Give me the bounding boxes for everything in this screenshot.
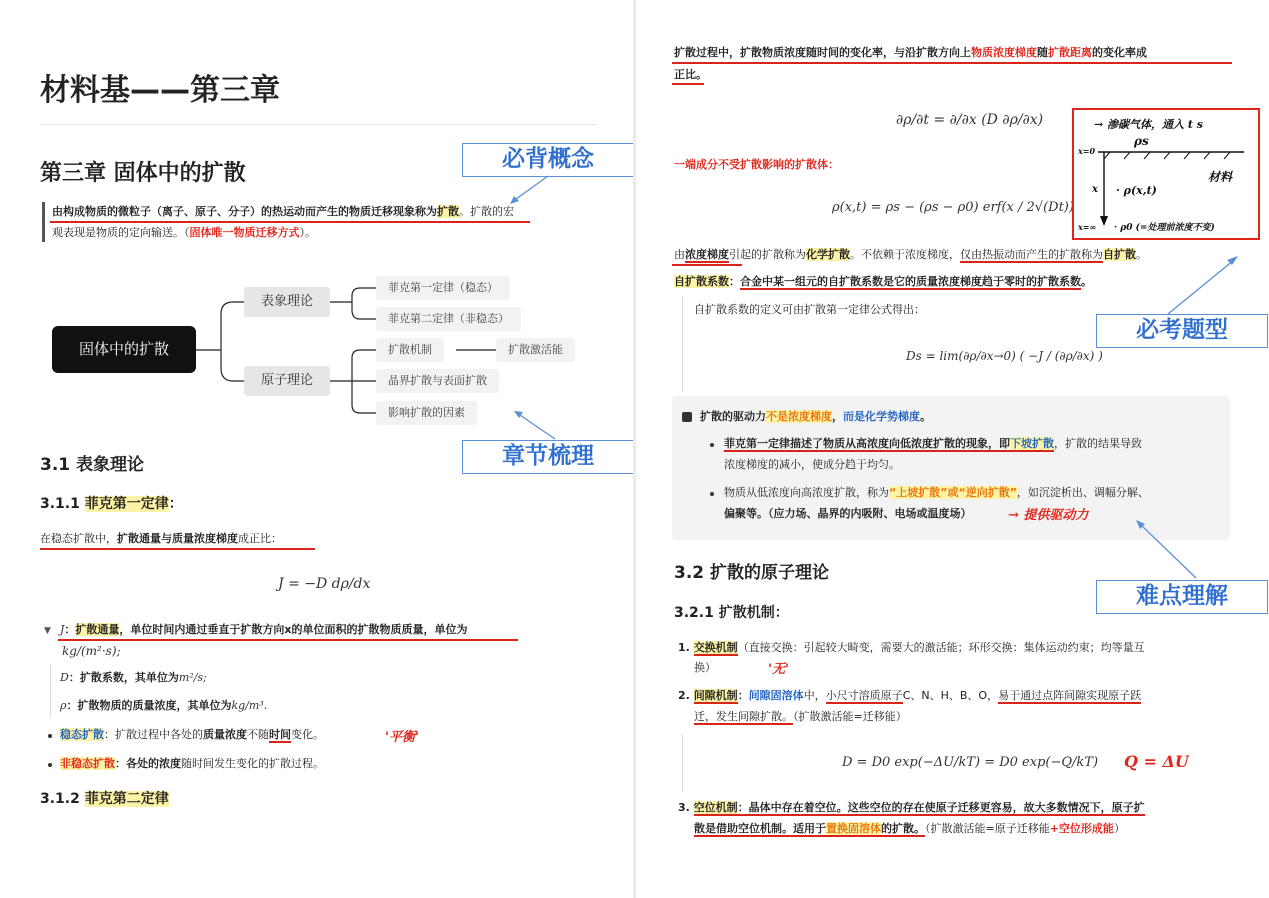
mechanism-2-text: 中， bbox=[803, 689, 826, 702]
sketch-note-1: → 渗碳气体，通入 t s bbox=[1094, 118, 1203, 131]
mindmap-branch-phenomenological: 表象理论 bbox=[244, 287, 330, 317]
intro-line-1 bbox=[52, 204, 514, 220]
def-rho bbox=[60, 698, 267, 714]
term-uphill: “上坡扩散”或“逆向扩散” bbox=[889, 486, 1017, 499]
semi-infinite-label: 一端成分不受扩散影响的扩散体： bbox=[674, 158, 839, 171]
fick1-formula: J = −D dρ/dx bbox=[278, 576, 371, 592]
bullet bbox=[48, 734, 52, 738]
mindmap-leaf-activation: 扩散激活能 bbox=[496, 338, 575, 362]
fick2-text-3: 的变化率成 bbox=[1092, 46, 1147, 59]
fick2-text: 扩散过程中，扩散物质浓度随时间的变化率，与沿扩散方向上 bbox=[674, 46, 971, 59]
steady-text-3: 变化。 bbox=[291, 728, 324, 741]
section-name: 菲克第二定律 bbox=[84, 791, 169, 807]
uphill-line-1 bbox=[724, 485, 1149, 501]
mechanism-2-text-4: （扩散激活能=迁移能） bbox=[793, 710, 907, 723]
callout-arrow-2 bbox=[505, 405, 565, 445]
fick2-formula: ∂ρ/∂t = ∂/∂x (D ∂ρ/∂x) bbox=[896, 112, 1044, 128]
mindmap-leaf-fick2: 菲克第二定律（非稳态） bbox=[376, 307, 521, 331]
def-D bbox=[60, 670, 207, 686]
downhill-text: 菲克第一定律描述了物质从高浓度向低浓度扩散的现象，即 bbox=[724, 437, 1010, 450]
self-diffusion-coefficient bbox=[674, 274, 1092, 290]
chem-text-3: 。不依赖于浓度梯度， bbox=[850, 248, 960, 261]
mechanism-3-line-1 bbox=[678, 800, 1145, 816]
mechanism-2-underline: 小尺寸溶质原子 bbox=[825, 689, 903, 702]
section-number: 3.1.1 bbox=[40, 496, 85, 512]
chem-text-4: 。 bbox=[1136, 248, 1147, 261]
term-exchange: 交换机制 bbox=[693, 641, 738, 654]
right-page bbox=[636, 0, 1269, 898]
mechanism-3-text-4: （扩散激活能=原子迁移能 bbox=[925, 822, 1050, 835]
def-J-desc: ，单位时间内通过垂直于扩散方向x的单位面积的扩散物质质量，单位为 bbox=[119, 623, 468, 636]
term-vacancy: 空位机制 bbox=[693, 801, 738, 814]
downhill-line-1 bbox=[724, 436, 1142, 452]
sketch-note-8: · ρ0 (=处理前浓度不变) bbox=[1114, 223, 1215, 233]
handwritten-sketch bbox=[1072, 108, 1260, 240]
handwritten-note-driving-force: → 提供驱动力 bbox=[1008, 508, 1089, 523]
mechanism-3-text-3: 的扩散。 bbox=[881, 822, 925, 835]
mechanism-2-underline-2: 易于通过点阵间隙实现原子跃 bbox=[998, 689, 1142, 702]
document-title: 材料基——第三章 bbox=[40, 73, 280, 108]
uphill-text-2: ，如沉淀析出、调幅分解、 bbox=[1016, 486, 1149, 499]
intro-term: 扩散 bbox=[437, 205, 459, 218]
steady-bold: 质量浓度 bbox=[203, 728, 247, 741]
indent-guide bbox=[50, 664, 51, 718]
uphill-text: 物质从低浓度向高浓度扩散，称为 bbox=[724, 486, 889, 499]
mindmap-leaf-boundary: 晶界扩散与表面扩散 bbox=[376, 369, 499, 393]
def-D-unit: m²/s; bbox=[178, 671, 207, 684]
term-interstitial-solution: 间隙固溶体 bbox=[748, 689, 804, 702]
intro-text: 由构成物质的微粒子（离子、原子、分子）的热运动而产生的物质迁移现象称为 bbox=[52, 205, 437, 218]
chemical-diffusion bbox=[674, 247, 1147, 263]
def-D-desc: ：扩散系数，其单位为 bbox=[68, 671, 179, 684]
term-substitutional: 置换固溶体 bbox=[826, 822, 881, 835]
callout-difficult-points: 难点理解 bbox=[1096, 580, 1268, 614]
section-3-1: 3.1 表象理论 bbox=[40, 455, 145, 475]
intro-line-2 bbox=[52, 225, 316, 241]
box-blue: 而是化学势梯度 bbox=[843, 410, 920, 423]
downhill-text-2: ，扩散的结果导致 bbox=[1054, 437, 1142, 450]
self-coef-end: 。 bbox=[1081, 275, 1092, 288]
chem-underline: 仅由热振动而产生的扩散称为 bbox=[960, 248, 1103, 261]
mindmap-leaf-factors: 影响扩散的因素 bbox=[376, 401, 477, 425]
section-number: 3.1.2 bbox=[40, 791, 85, 807]
def-rho-desc: ：扩散物质的质量浓度，其单位为 bbox=[66, 699, 232, 712]
square-bullet bbox=[682, 412, 692, 422]
term-self-diffusion: 自扩散 bbox=[1103, 248, 1136, 261]
unsteady-bold: 浓度 bbox=[159, 757, 181, 770]
list-number: 2. bbox=[678, 689, 690, 702]
mechanism-2-colon: ： bbox=[737, 689, 749, 702]
list-number: 3. bbox=[678, 801, 690, 814]
mechanism-1-line-1 bbox=[678, 640, 1145, 656]
callout-arrow-1 bbox=[500, 172, 560, 212]
annotation-underline bbox=[58, 639, 518, 641]
mechanism-3-red: +空位形成能 bbox=[1049, 822, 1114, 835]
mechanism-2-line-1 bbox=[678, 688, 1141, 704]
box-comma: ， bbox=[832, 410, 843, 423]
fick2-text-2: 随 bbox=[1037, 46, 1048, 59]
steady-bold-2: 时间 bbox=[269, 728, 291, 741]
symbol-rho: ρ bbox=[60, 699, 67, 712]
mechanism-3-text-5: ） bbox=[1113, 822, 1125, 835]
arrhenius-formula: D = D0 exp(−ΔU/kT) = D0 exp(−Q/kT) bbox=[842, 755, 1099, 770]
fick2-red-2: 扩散距离 bbox=[1048, 46, 1092, 59]
mechanism-3-line-2 bbox=[694, 821, 1125, 837]
indent-guide bbox=[682, 296, 683, 392]
handwritten-note-none: '无' bbox=[768, 662, 789, 677]
term-flux: 扩散通量 bbox=[75, 623, 120, 636]
mechanism-2-text-2: C、N、H、B、O， bbox=[902, 689, 999, 702]
steady-diffusion bbox=[60, 727, 324, 743]
fick1-statement bbox=[40, 531, 282, 547]
bullet bbox=[710, 492, 714, 496]
intro-text-3: 观表现是物质的定向输送。（ bbox=[52, 226, 190, 239]
chem-bold: 浓度梯度 bbox=[685, 248, 729, 261]
list-number: 1. bbox=[678, 641, 690, 654]
callout-exam-questions: 必考题型 bbox=[1096, 314, 1268, 348]
uphill-line-2: 偏聚等。（应力场、晶界的内吸附、电场或温度场） bbox=[724, 507, 972, 520]
callout-arrow-4 bbox=[1130, 516, 1210, 586]
box-end: 。 bbox=[920, 410, 931, 423]
chapter-title: 第三章 固体中的扩散 bbox=[40, 161, 246, 186]
unsteady-text: ：各处的 bbox=[115, 757, 159, 770]
mechanism-2-line-2 bbox=[694, 709, 907, 725]
term-steady: 稳态扩散 bbox=[60, 728, 104, 741]
bullet bbox=[710, 443, 714, 447]
erf-formula: ρ(x,t) = ρs − (ρs − ρ0) erf(x / 2√(Dt)) bbox=[832, 200, 1074, 215]
indent-guide bbox=[682, 734, 683, 792]
intro-red: 固体唯一物质迁移方式 bbox=[189, 226, 300, 239]
mindmap-branch-atomic: 原子理论 bbox=[244, 366, 330, 396]
term-interstitial: 间隙机制 bbox=[693, 689, 738, 702]
term-self-coef: 自扩散系数 bbox=[674, 275, 729, 288]
term-chemical-diffusion: 化学扩散 bbox=[806, 248, 850, 261]
symbol-J: J bbox=[60, 623, 65, 636]
annotation-underline bbox=[40, 548, 315, 550]
box-text: 扩散的驱动力 bbox=[700, 410, 766, 423]
fick2-statement-line-1 bbox=[674, 45, 1147, 61]
handwritten-note-q: Q = ΔU bbox=[1124, 752, 1189, 771]
sketch-note-5: x bbox=[1092, 184, 1098, 195]
mindmap-leaf-fick1: 菲克第一定律（稳态） bbox=[376, 276, 510, 300]
handwritten-note-equilibrium: '平衡' bbox=[385, 730, 419, 745]
intro-text-4: ）。 bbox=[299, 226, 316, 239]
mindmap-leaf-mechanism: 扩散机制 bbox=[376, 338, 444, 362]
section-3-2: 3.2 扩散的原子理论 bbox=[674, 563, 830, 583]
section-3-1-2 bbox=[40, 789, 169, 809]
callout-arrow-3 bbox=[1156, 252, 1246, 322]
mechanism-1-text: （直接交换：引起较大畸变，需要大的激活能；环形交换：集体运动约束；均等量互 bbox=[737, 641, 1145, 654]
unsteady-diffusion bbox=[60, 756, 324, 772]
term-unsteady: 非稳态扩散 bbox=[60, 757, 115, 770]
mechanism-1-line-2: 换） bbox=[694, 661, 716, 674]
term-downhill: 下坡扩散 bbox=[1010, 437, 1054, 450]
self-coef-sub: 自扩散系数的定义可由扩散第一定律公式得出： bbox=[694, 303, 925, 316]
sketch-note-6: · ρ(x,t) bbox=[1116, 184, 1157, 197]
sketch-note-7: x=∞ bbox=[1078, 222, 1097, 232]
collapse-toggle-icon[interactable]: ▼ bbox=[44, 626, 51, 636]
annotation-underline bbox=[672, 264, 742, 266]
box-orange: 不是浓度梯度 bbox=[766, 410, 832, 423]
mechanism-3-text-2: 散是借助空位机制。适用于 bbox=[694, 822, 826, 835]
symbol-D: D bbox=[60, 671, 69, 684]
annotation-underline bbox=[672, 62, 1232, 64]
unsteady-text-2: 随时间发生变化的扩散过程。 bbox=[181, 757, 324, 770]
self-coef-colon: ： bbox=[729, 275, 740, 288]
def-J-line-1 bbox=[60, 622, 468, 638]
section-3-1-1 bbox=[40, 494, 183, 514]
def-rho-unit: kg/m³. bbox=[231, 699, 268, 712]
mindmap-root: 固体中的扩散 bbox=[52, 326, 196, 373]
annotation-underline bbox=[672, 83, 704, 85]
ds-formula: Ds = lim(∂ρ/∂x→0) ( −J / (∂ρ/∂x) ) bbox=[906, 349, 1103, 363]
fick1-text-2: 成正比： bbox=[238, 532, 282, 545]
driving-force-head bbox=[700, 409, 931, 425]
self-coef-def: 合金中某一组元的自扩散系数是它的质量浓度梯度趋于零时的扩散系数 bbox=[740, 275, 1081, 288]
sketch-note-4: 材料 bbox=[1208, 170, 1233, 184]
fick1-bold: 扩散通量与质量浓度梯度 bbox=[117, 532, 238, 545]
callout-must-memorize: 必背概念 bbox=[462, 143, 633, 177]
def-colon: ： bbox=[64, 623, 76, 636]
title-divider bbox=[40, 124, 596, 125]
downhill-line-2: 浓度梯度的减小，使成分趋于均匀。 bbox=[724, 458, 900, 471]
fick2-statement-line-2: 正比。 bbox=[674, 68, 707, 81]
def-J-unit: kg/(m²·s); bbox=[62, 644, 121, 658]
annotation-underline bbox=[50, 221, 530, 223]
fick1-text: 在稳态扩散中， bbox=[40, 532, 117, 545]
bullet bbox=[48, 763, 52, 767]
sketch-note-2: ρs bbox=[1134, 134, 1149, 148]
steady-text: ：扩散过程中各处的 bbox=[104, 728, 203, 741]
sketch-note-3: x=0 bbox=[1078, 146, 1096, 156]
chem-text-2: 引起的扩散称为 bbox=[729, 248, 806, 261]
callout-chapter-outline: 章节梳理 bbox=[462, 440, 633, 474]
section-name: 菲克第一定律 bbox=[84, 496, 169, 512]
section-colon: ： bbox=[168, 496, 183, 512]
mechanism-2-text-3: 迁，发生间隙扩散。 bbox=[694, 710, 793, 723]
mechanism-3-text: ：晶体中存在着空位。这些空位的存在使原子迁移更容易，故大多数情况下，原子扩 bbox=[737, 801, 1145, 814]
section-3-2-1: 3.2.1 扩散机制： bbox=[674, 605, 789, 621]
steady-text-2: 不随 bbox=[247, 728, 269, 741]
fick2-red-1: 物质浓度梯度 bbox=[971, 46, 1037, 59]
quote-bar bbox=[42, 202, 45, 242]
left-page bbox=[0, 0, 633, 898]
intro-text-2: 。扩散的宏 bbox=[459, 205, 514, 218]
chem-text: 由 bbox=[674, 248, 685, 261]
